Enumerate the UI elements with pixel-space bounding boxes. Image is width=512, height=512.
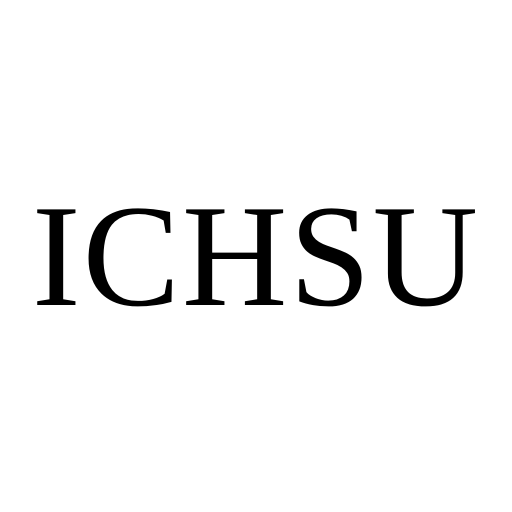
wordmark-text: ICHSU [31, 175, 481, 337]
